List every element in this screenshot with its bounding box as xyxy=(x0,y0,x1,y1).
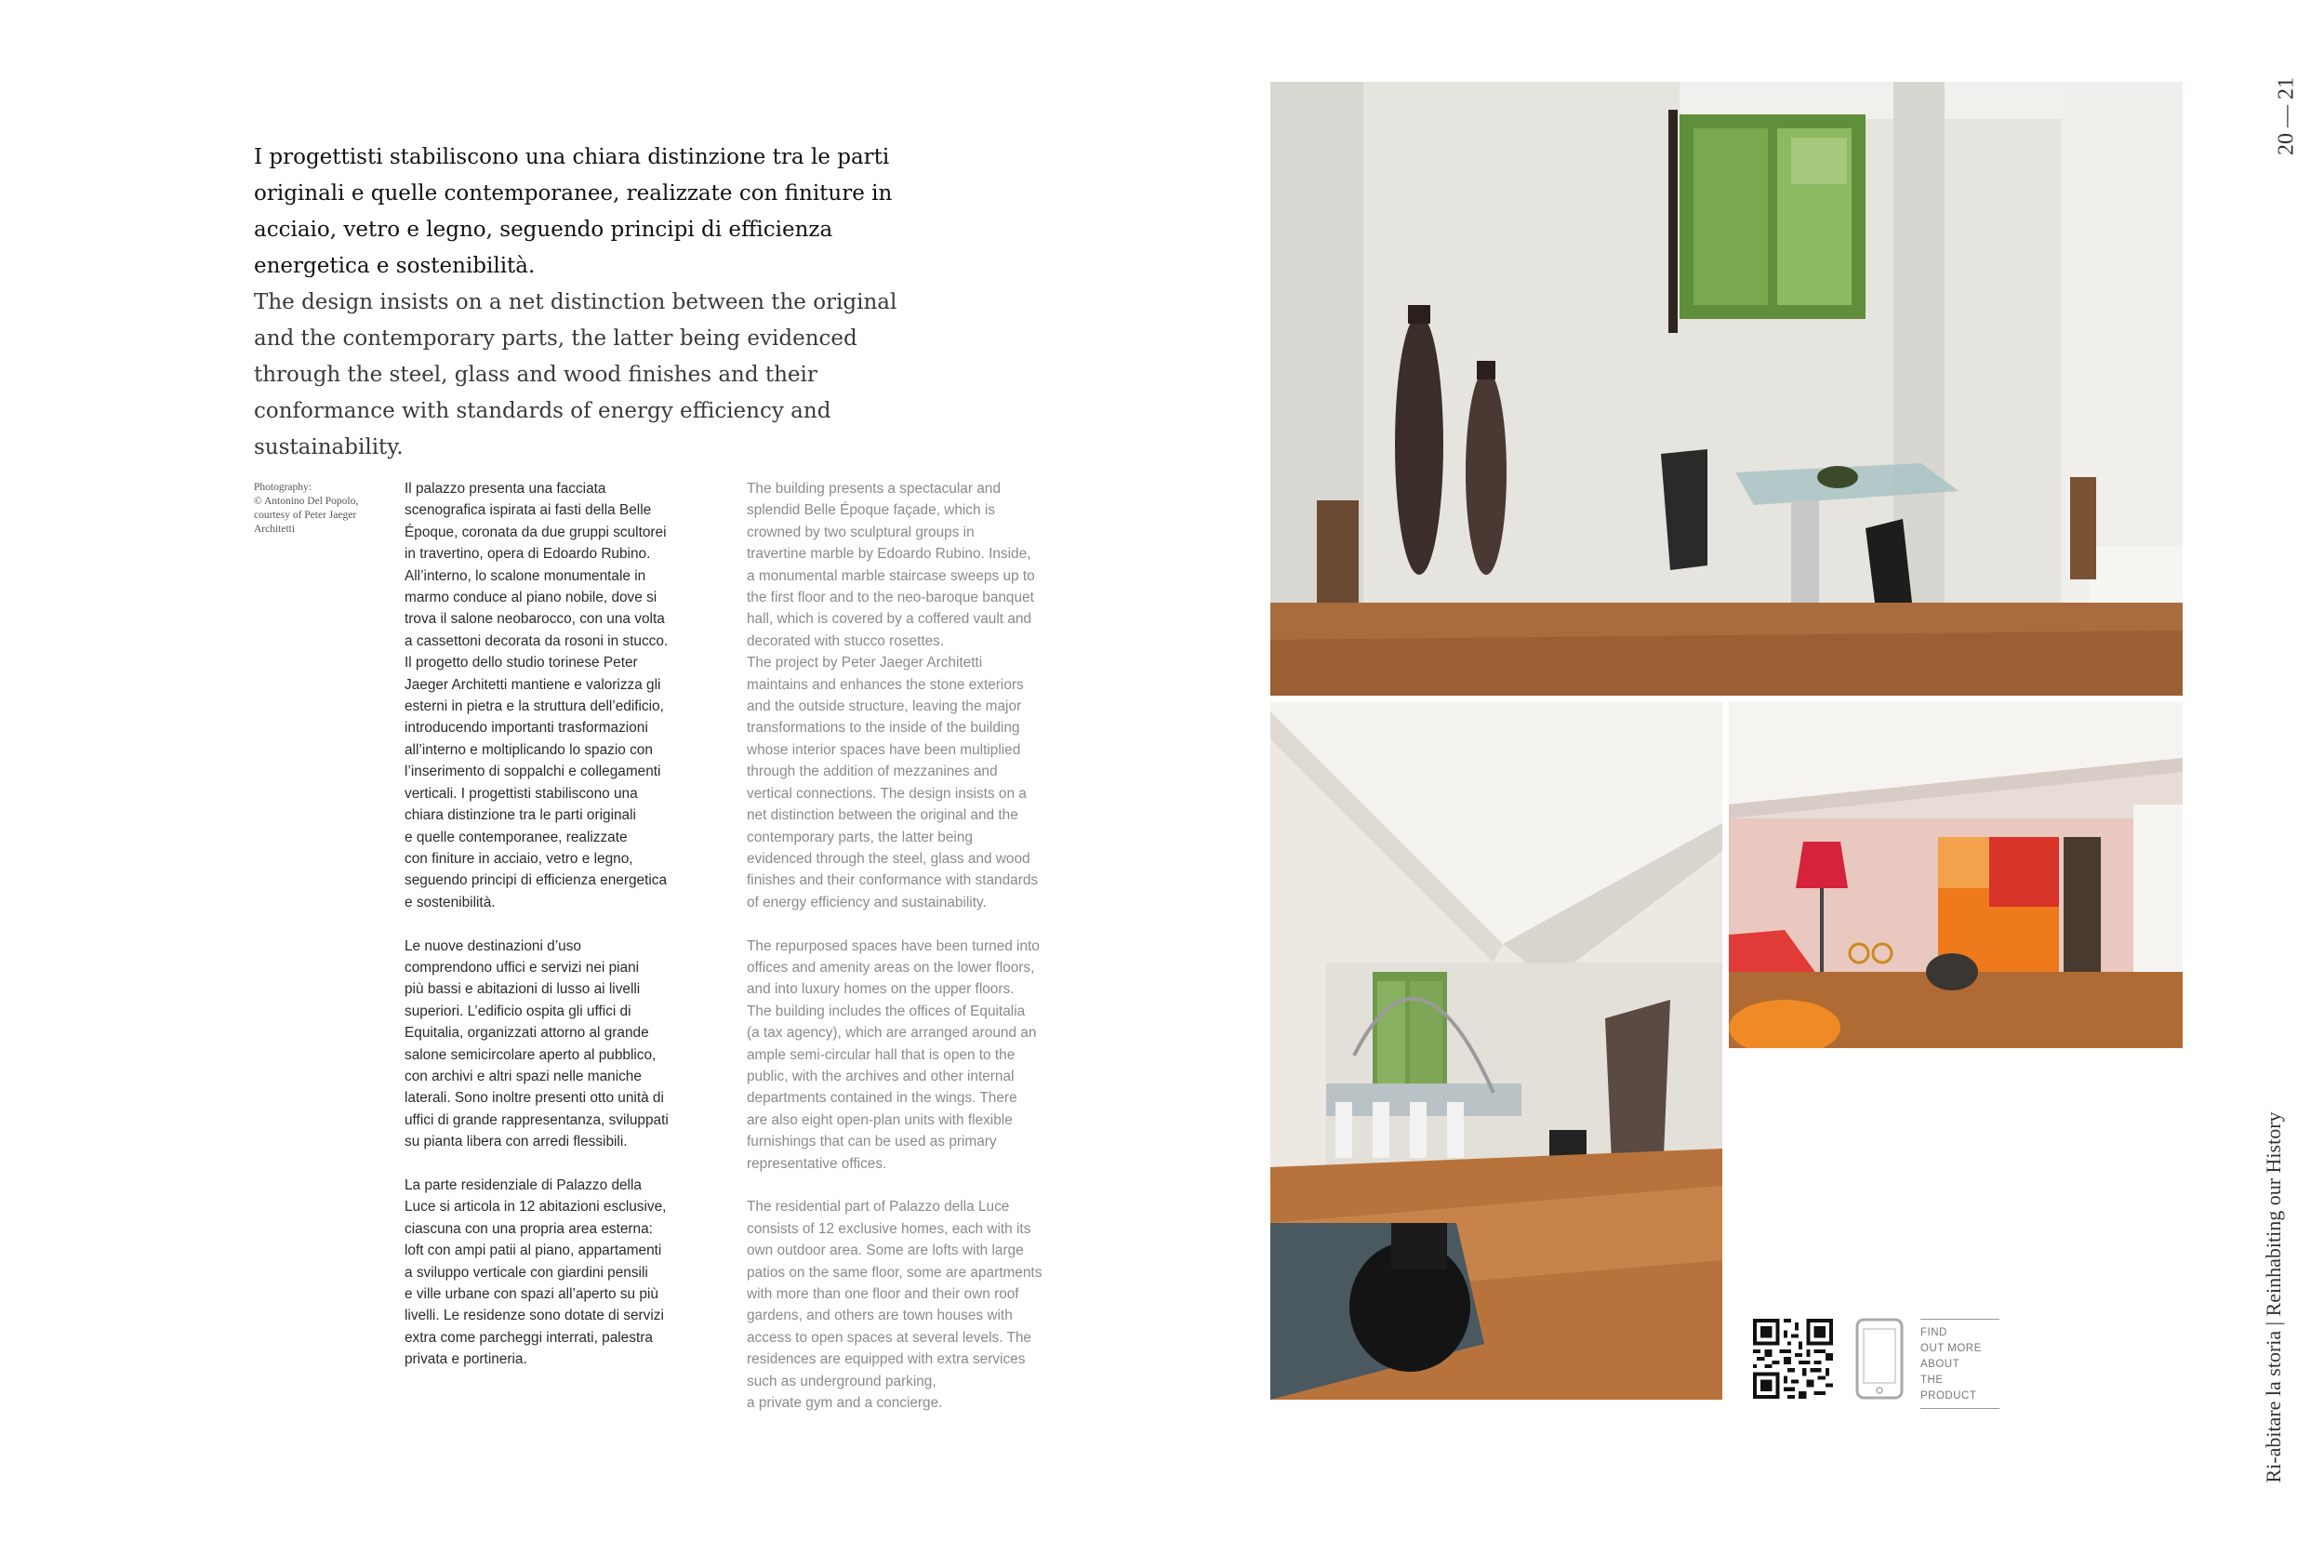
photo-dining-room xyxy=(1270,82,2183,696)
running-title: Ri-abitare la storia | Reinhabiting our History xyxy=(2262,1111,2285,1483)
credit-line: © Antonino Del Popolo, xyxy=(254,496,359,507)
find-out-more-line: THE PRODUCT xyxy=(1920,1375,1977,1402)
italian-body-column xyxy=(405,478,716,1392)
qr-code-icon[interactable] xyxy=(1753,1319,1833,1399)
find-out-more-line: FIND xyxy=(1920,1327,1947,1338)
english-body-column xyxy=(747,478,1077,1436)
credit-line: courtesy of Peter Jaeger xyxy=(254,510,357,521)
english-paragraph: The repurposed spaces have been turned into offices and amenity areas on the lower floors, and into luxury homes on the upper floors. The building includes the offices of Equitalia (a tax agency), which are arranged around an ample semi-circular hall that is open to the public, with the archives and other internal departments contained in the wings. There are also eight open-plan units with flexible furnishings that can be used as primary representative offices. xyxy=(747,937,1040,1172)
photo-colorful-room xyxy=(1729,702,2183,1048)
photo-living-room xyxy=(1270,702,1722,1400)
find-out-more-line: ABOUT xyxy=(1920,1359,1960,1370)
credit-line: Architetti xyxy=(254,524,296,535)
english-paragraph: The building presents a spectacular and splendid Belle Époque façade, which is crowned by two sculptural groups in travertine marble by Edoardo Rubino. Inside, a monumental marble staircase sweeps up to the first floor and to the neo-baroque banquet hall, which is covered by a coffered vault and decorated with stucco rosettes. The project by Peter Jaeger Architetti maintains and enhances the stone exteriors and the outside structure, leaving the major transformations to the inside of the building whose interior spaces have been multiplied through the addition of mezzanines and vertical connections. The design insists on a net distinction between the original and the contemporary parts, the latter being evidenced through the steel, glass and wood finishes and their conformance with standards of energy efficiency and sustainability. xyxy=(747,481,1039,910)
intro-english: The design insists on a net distinction between the original and the contemporary parts, the latter being evidenced through the steel, glass and wood finishes and their conformance with standards of energy efficiency and sustainability. xyxy=(254,290,897,459)
italian-paragraph: Il palazzo presenta una facciata scenografica ispirata ai fasti della Belle Époque, coronata da due gruppi scultorei in travertino, opera di Edoardo Rubino. All’interno, lo scalone monumentale in marmo conduce al piano nobile, dove si trova il salone neobarocco, con una volta a cassettoni decorata da rosoni in stucco. Il progetto dello studio torinese Peter Jaeger Architetti mantiene e valorizza gli esterni in pietra e la struttura dell’edificio, introducendo importanti trasformazioni all’interno e moltiplicando lo spazio con l’inserimento di soppalchi e collegamenti verticali. I progettisti stabiliscono una chiara distinzione tra le parti originali e quelle contemporanee, realizzate con finiture in acciaio, vetro e legno, seguendo principi di efficienza energetica e sostenibilità. xyxy=(405,481,669,910)
italian-paragraph: Le nuove destinazioni d’uso comprendono uffici e servizi nei piani più bassi e abitazioni di lusso ai livelli superiori. L’edificio ospita gli uffici di Equitalia, organizzati attorno al grande salone semicircolare aperto al pubblico, con archivi e altri spazi nelle maniche laterali. Sono inoltre presenti otto unità di uffici di grande rappresentanza, sviluppati su pianta libera con arredi flessibili. xyxy=(405,937,669,1150)
credit-line: Photography: xyxy=(254,482,312,493)
intro-italian: I progettisti stabiliscono una chiara distinzione tra le parti originali e quelle contemporanee, realizzate con finiture in acciaio, vetro e legno, seguendo principi di efficienza energetica e sostenibilità. xyxy=(254,145,893,278)
photo-credit xyxy=(254,481,384,537)
find-out-more-label[interactable] xyxy=(1920,1319,1999,1409)
smartphone-icon xyxy=(1855,1318,1904,1400)
intro-statement xyxy=(254,140,923,466)
italian-paragraph: La parte residenziale di Palazzo della Luce si articola in 12 abitazioni esclusive, ciascuna con una propria area esterna: loft con ampi patii al piano, appartamenti a sviluppo verticale con giardini pensili e ville urbane con spazi all’aperto su più livelli. Le residenze sono dotate di servizi extra come parcheggi interrati, palestra privata e portineria. xyxy=(405,1176,667,1368)
page-number: 20 — 21 xyxy=(2274,77,2299,155)
english-paragraph: The residential part of Palazzo della Luce consists of 12 exclusive homes, each with its own outdoor area. Some are lofts with large patios on the same floor, some are apartments with more than one floor and their own roof gardens, and others are town houses with access to open spaces at several levels. The residences are equipped with extra services such as underground parking, a private gym and a concierge. xyxy=(747,1199,1042,1412)
find-out-more-line: OUT MORE xyxy=(1920,1343,1982,1354)
